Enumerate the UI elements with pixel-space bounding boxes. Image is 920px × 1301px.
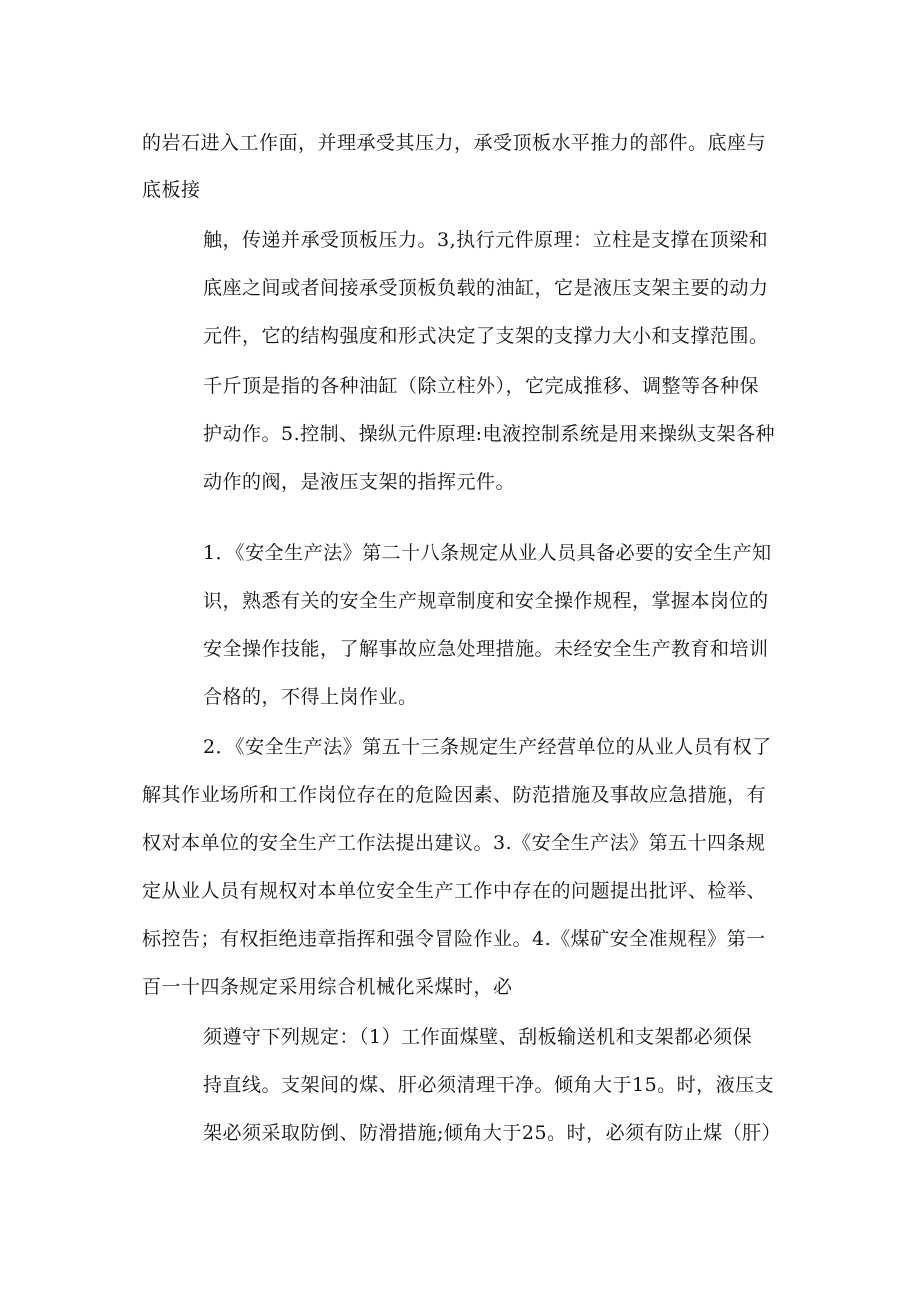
text-line: 元件，它的结构强度和形式决定了支架的支撑力大小和支撑范围。	[203, 325, 769, 347]
text-line: 2．《安全生产法》第五十三条规定生产经营单位的从业人员有权了	[203, 736, 772, 758]
text-line: 标控告；有权拒绝违章指挥和强令冒险作业。4.《煤矿安全准规程》第一	[142, 928, 766, 950]
text-line: 护动作。5.控制、操纵元件原理:电液控制系统是用来操纵支架各种	[203, 423, 776, 445]
text-line: 架必须采取防倒、防滑措施;倾角大于25。时，必须有防止煤（肝）	[203, 1122, 782, 1144]
text-line: 解其作业场所和工作岗位存在的危险因素、防范措施及事故应急措施，有	[142, 784, 767, 806]
text-line: 合格的，不得上岗作业。	[203, 686, 418, 708]
text-line: 百一十四条规定采用综合机械化采煤时，必	[142, 976, 513, 998]
text-line: 权对本单位的安全生产工作法提出建议。3.《安全生产法》第五十四条规	[142, 832, 766, 854]
text-line: 触，传递并承受顶板压力。3,执行元件原理：立柱是支撑在顶梁和	[203, 229, 769, 251]
text-line: 识，熟悉有关的安全生产规章制度和安全操作规程，掌握本岗位的	[203, 590, 769, 612]
text-line: 1．《安全生产法》第二十八条规定从业人员具备必要的安全生产知	[203, 542, 772, 564]
text-line: 千斤顶是指的各种油缸（除立柱外），它完成推移、调整等各种保	[203, 375, 760, 397]
text-line: 安全操作技能，了解事故应急处理措施。未经安全生产教育和培训	[203, 638, 769, 660]
text-line: 持直线。支架间的煤、肝必须清理干净。倾角大于15。时，液压支	[203, 1074, 775, 1096]
text-line: 底座之间或者间接承受顶板负载的油缸，它是液压支架主要的动力	[203, 277, 769, 299]
text-line: 动作的阀，是液压支架的指挥元件。	[203, 471, 516, 493]
text-line: 底板接	[142, 179, 201, 201]
text-line: 的岩石进入工作面，并理承受其压力，承受顶板水平推力的部件。底座与	[142, 132, 767, 154]
text-line: 定从业人员有规权对本单位安全生产工作中存在的问题提出批评、检举、	[142, 880, 767, 902]
text-line: 须遵守下列规定：（1）工作面煤壁、刮板输送机和支架都必须保	[203, 1026, 753, 1048]
